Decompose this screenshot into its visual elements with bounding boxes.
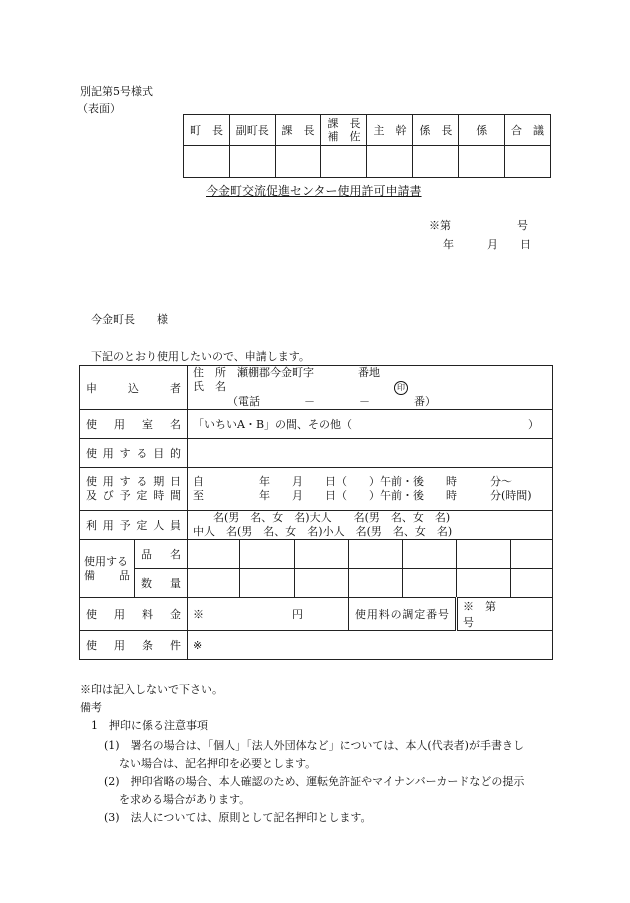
addressee: 今金町長 様 — [91, 313, 168, 326]
conditions-label: 使 用 条 件 — [80, 631, 188, 660]
application-form-table — [79, 365, 562, 660]
item-name-cell[interactable] — [511, 540, 553, 569]
approval-title-unit-chief: 係 長 — [413, 115, 459, 146]
name-line: 氏 名 印 — [193, 380, 547, 395]
intro-text: 下記のとおり使用したいので、申請します。 — [91, 350, 310, 363]
fee-number-label: 使用料の調定番号 — [349, 598, 457, 631]
quantity-cell[interactable] — [403, 569, 457, 598]
note-sub-2-line-2: を求める場合があります。 — [119, 793, 251, 806]
applicant-cell[interactable] — [188, 366, 553, 410]
people-field[interactable] — [188, 511, 553, 540]
period-label: 使用する期日 及び予定時間 — [80, 468, 188, 511]
applicant-label: 申 込 者 — [80, 366, 188, 410]
approval-title-staff: 係 — [459, 115, 505, 146]
approval-stamp-cell[interactable] — [504, 146, 550, 178]
item-name-cell[interactable] — [240, 540, 295, 569]
quantity-cell[interactable] — [349, 569, 403, 598]
fee-number-field[interactable]: ※ 第 号 — [457, 598, 553, 631]
fee-label: 使 用 料 金 — [80, 598, 188, 631]
approval-stamp-cell[interactable] — [229, 146, 275, 178]
item-name-label: 品 名 — [135, 540, 188, 569]
room-field[interactable]: 「いちいA・B」の間、その他（ ） — [188, 410, 553, 439]
document-title: 今金町交流促進センター使用許可申請書 — [206, 184, 422, 198]
approval-title-consultation: 合 議 — [504, 115, 550, 146]
quantity-cell[interactable] — [295, 569, 349, 598]
room-label: 使 用 室 名 — [80, 410, 188, 439]
period-to: 至 年 月 日（ ）午前・後 時 分(時間) — [193, 489, 532, 502]
conditions-field[interactable]: ※ — [188, 631, 553, 660]
approval-title-deputy-mayor: 副町長 — [229, 115, 275, 146]
note-sub-3-line-1: (3) 法人については、原則として記名押印とします。 — [104, 811, 372, 824]
phone-line: （電話 － － 番） — [227, 395, 436, 408]
item-name-cell[interactable] — [457, 540, 511, 569]
equipment-label: 使用する 備 品 — [80, 540, 135, 598]
address-line: 住 所 瀬棚郡今金町字 番地 — [193, 366, 380, 379]
approval-stamp-cell[interactable] — [275, 146, 321, 178]
approval-stamp-cell[interactable] — [413, 146, 459, 178]
quantity-cell[interactable] — [240, 569, 295, 598]
people-line-2: 中人 名(男 名、女 名)小人 名(男 名、女 名) — [193, 525, 453, 538]
fee-field[interactable]: ※ 円 — [188, 598, 349, 631]
quantity-label: 数 量 — [135, 569, 188, 598]
approval-stamp-cell[interactable] — [321, 146, 367, 178]
note-sub-1-line-1: (1) 署名の場合は、「個人」「法人外団体など」については、本人(代表者)が手書きし — [104, 739, 524, 752]
receipt-number: ※第 号 — [429, 219, 528, 232]
remarks-heading: 備考 — [80, 701, 102, 714]
item-name-cell[interactable] — [403, 540, 457, 569]
purpose-field[interactable] — [188, 439, 553, 468]
application-date: 年 月 日 — [443, 238, 531, 251]
approval-title-assistant-chief: 課 長 補 佐 — [321, 115, 367, 146]
quantity-cell[interactable] — [511, 569, 553, 598]
asterisk-note: ※印は記入しないで下さい。 — [80, 683, 223, 696]
purpose-label: 使用する目的 — [80, 439, 188, 468]
note-sub-2-line-1: (2) 押印省略の場合、本人確認のため、運転免許証やマイナンバーカードなどの提示 — [104, 775, 525, 788]
period-field[interactable] — [188, 468, 553, 511]
form-side: （表面） — [77, 102, 121, 115]
seal-icon: 印 — [394, 381, 408, 395]
item-name-cell[interactable] — [349, 540, 403, 569]
approval-title-mayor: 町 長 — [184, 115, 230, 146]
quantity-cell[interactable] — [457, 569, 511, 598]
note-sub-1-line-2: ない場合は、記名押印を必要とします。 — [119, 757, 317, 770]
period-from: 自 年 月 日（ ）午前・後 時 分～ — [193, 475, 512, 488]
approval-stamp-cell[interactable] — [459, 146, 505, 178]
approval-table — [183, 114, 551, 178]
form-id: 別記第5号様式 — [80, 85, 153, 98]
people-line-1: 名(男 名、女 名)大人 名(男 名、女 名) — [213, 511, 451, 524]
item-name-cell[interactable] — [295, 540, 349, 569]
item-name-cell[interactable] — [188, 540, 240, 569]
approval-title-section-chief: 課 長 — [275, 115, 321, 146]
approval-title-director: 主 幹 — [367, 115, 413, 146]
approval-stamp-cell[interactable] — [367, 146, 413, 178]
quantity-cell[interactable] — [188, 569, 240, 598]
note-item-1: 1 押印に係る注意事項 — [91, 719, 208, 732]
approval-stamp-cell[interactable] — [184, 146, 230, 178]
people-label: 利用予定人員 — [80, 511, 188, 540]
